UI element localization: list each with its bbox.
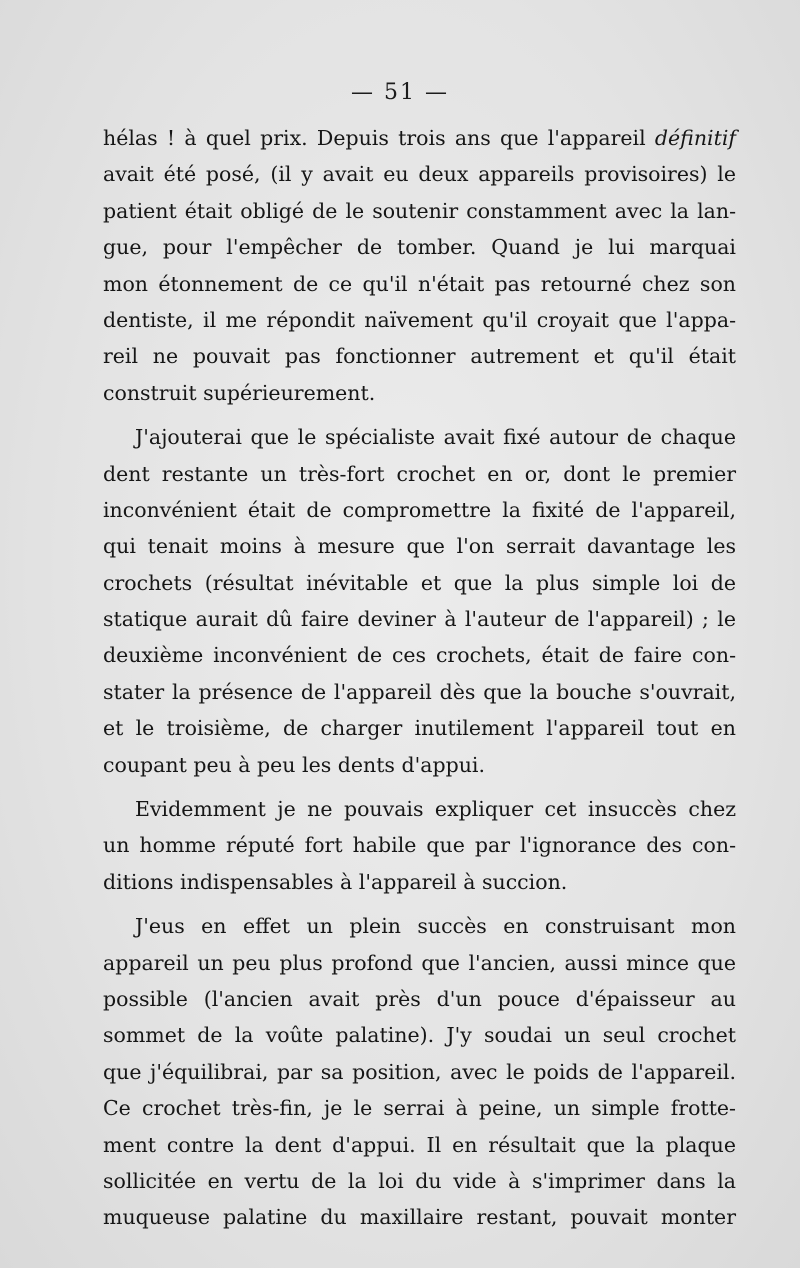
text-line [103,908,736,944]
line-text: gue, pour l'empêcher de tomber. Quand je lui marquai [103,235,736,260]
text-line [103,492,736,528]
line-text: muqueuse palatine du maxillaire restant, pouvait monter [103,1205,736,1230]
line-text: ment contre la dent d'appui. Il en résultait que la plaque [103,1132,736,1157]
text-line [103,864,736,900]
line-text: avait été posé, (il y avait eu deux appareils provisoires) le [103,162,736,187]
text-line [103,565,736,601]
text-line [103,674,736,710]
text-line [103,266,736,302]
paragraph [103,791,736,900]
line-text: mon étonnement de ce qu'il n'était pas retourné chez son [103,271,736,296]
line-text: reil ne pouvait pas fonctionner autrement et qu'il était [103,344,736,369]
line-text: un homme réputé fort habile que par l'ignorance des con- [103,833,736,858]
line-text: appareil un peu plus profond que l'ancien, aussi mince que [103,950,736,975]
text-line [103,193,736,229]
text-line [103,601,736,637]
line-text: et le troisième, de charger inutilement l'appareil tout en [103,716,736,741]
text-line [103,120,736,156]
paragraph [103,120,736,411]
text-line [103,302,736,338]
text-line [103,1090,736,1126]
line-text: ditions indispensables à l'appareil à succion. [103,869,568,894]
line-text: qui tenait moins à mesure que l'on serrait davantage les [103,534,736,559]
text-line [103,1163,736,1199]
line-text: possible (l'ancien avait près d'un pouce d'épaisseur au [103,986,736,1011]
text-line [103,637,736,673]
paragraph [103,419,736,783]
text-line [103,827,736,863]
text-line [103,456,736,492]
line-text: J'ajouterai que le spécialiste avait fixé autour de chaque [135,425,736,450]
text-line [103,338,736,374]
line-text: Evidemment je ne pouvais expliquer cet insuccès chez [135,797,736,822]
italic-word: définitif [654,126,736,150]
line-text: dent restante un très-fort crochet en or, dont le premier [103,461,736,486]
line-text: deuxième inconvénient de ces crochets, était de faire con- [103,643,736,668]
line-text: sommet de la voûte palatine). J'y soudai un seul crochet [103,1023,736,1048]
text-line [103,375,736,411]
line-text: stater la présence de l'appareil dès que la bouche s'ouvrait, [103,679,736,704]
text-line [103,981,736,1017]
text-line [103,747,736,783]
line-text: dentiste, il me répondit naïvement qu'il croyait que l'appa- [103,307,736,332]
text-line [103,229,736,265]
line-text: sollicitée en vertu de la loi du vide à s'imprimer dans la [103,1168,736,1193]
line-text: coupant peu à peu les dents d'appui. [103,752,485,777]
line-text: patient était obligé de le soutenir constamment avec la lan- [103,198,736,223]
text-line [103,156,736,192]
body-text [103,120,736,1236]
line-text: statique aurait dû faire deviner à l'auteur de l'appareil) ; le [103,607,736,632]
line-text: crochets (résultat inévitable et que la plus simple loi de [103,570,736,595]
text-line [103,528,736,564]
text-line [103,1199,736,1235]
line-text: Ce crochet très-fin, je le serrai à peine, un simple frotte- [103,1096,736,1121]
line-text: J'eus en effet un plein succès en construisant mon [135,914,736,939]
text-line [103,1127,736,1163]
line-text: construit supérieurement. [103,380,376,405]
page-number: — 51 — [351,80,449,105]
text-line [103,710,736,746]
line-text: que j'équilibrai, par sa position, avec le poids de l'appareil. [103,1059,736,1084]
line-text: inconvénient était de compromettre la fixité de l'appareil, [103,497,736,522]
paragraph [103,908,736,1236]
text-line [103,419,736,455]
text-line [103,1017,736,1053]
text-line [103,945,736,981]
text-line [103,791,736,827]
text-line [103,1054,736,1090]
line-text: hélas ! à quel prix. Depuis trois ans que l'appareil définitif [103,126,736,150]
